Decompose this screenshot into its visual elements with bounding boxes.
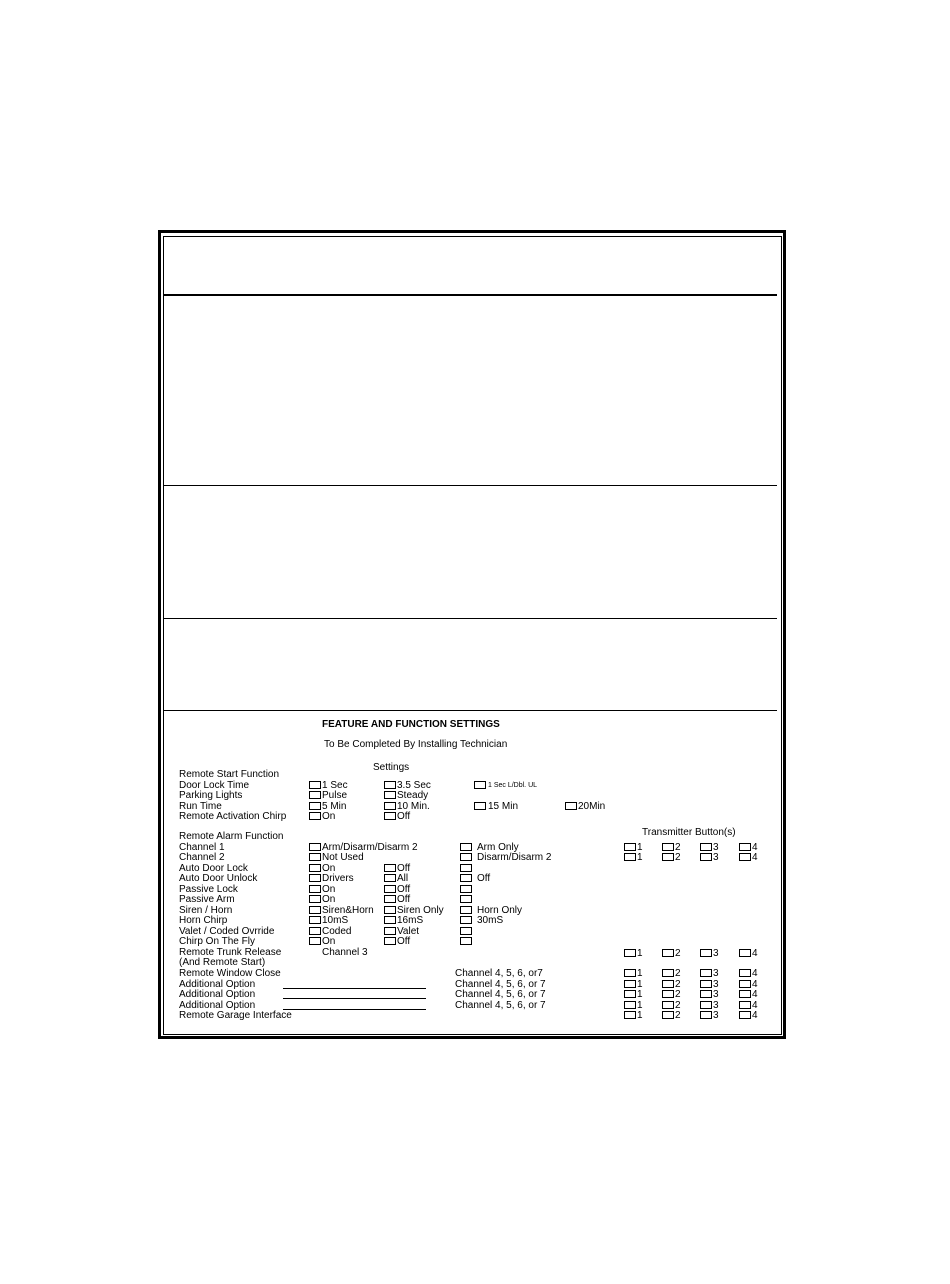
option-hc-2: 16mS <box>397 915 424 926</box>
row-label-valet-coded: Valet / Coded Ovrride <box>179 926 275 937</box>
checkbox-pa-1[interactable] <box>309 895 321 903</box>
row-label-remote-trunk-release: Remote Trunk Release <box>179 947 282 958</box>
tx-add1-label2: 2 <box>675 979 681 990</box>
checkbox-run-4[interactable] <box>565 802 577 810</box>
checkbox-vc-3[interactable] <box>460 927 472 935</box>
checkbox-hc-3[interactable] <box>460 916 472 924</box>
tx-add2-cb4[interactable] <box>739 990 751 998</box>
row-label-chirp-on-the-fly: Chirp On The Fly <box>179 936 255 947</box>
option-adl-1: On <box>322 863 336 874</box>
form-title: FEATURE AND FUNCTION SETTINGS <box>322 719 500 730</box>
checkbox-door-lock-2[interactable] <box>384 781 396 789</box>
form-subtitle: To Be Completed By Installing Technician <box>324 739 508 750</box>
option-pl-1: On <box>322 884 336 895</box>
checkbox-run-1[interactable] <box>309 802 321 810</box>
additional-option-3-line[interactable] <box>283 1009 426 1010</box>
row-label-run-time: Run Time <box>179 801 222 812</box>
row-label-door-lock-time: Door Lock Time <box>179 780 250 791</box>
tx-add1-label1: 1 <box>637 979 643 990</box>
row-label-parking-lights: Parking Lights <box>179 790 243 801</box>
option-ch1-2: Arm Only <box>477 842 519 853</box>
option-adu-2: All <box>397 873 409 884</box>
option-parking-2: Steady <box>397 790 429 801</box>
option-pl-2: Off <box>397 884 411 895</box>
tx-add1-cb2[interactable] <box>662 980 674 988</box>
checkbox-run-3[interactable] <box>474 802 486 810</box>
option-pa-2: Off <box>397 894 411 905</box>
tx-ch2-label2: 2 <box>675 852 681 863</box>
checkbox-parking-2[interactable] <box>384 791 396 799</box>
tx-add2-cb3[interactable] <box>700 990 712 998</box>
tx-window-label4: 4 <box>752 968 758 979</box>
add2-channel-label: Channel 4, 5, 6, or 7 <box>455 989 546 1000</box>
option-adu-3: Off <box>477 873 491 884</box>
checkbox-hc-1[interactable] <box>309 916 321 924</box>
tx-window-cb2[interactable] <box>662 969 674 977</box>
option-hc-3: 30mS <box>477 915 504 926</box>
checkbox-chirp-1[interactable] <box>309 812 321 820</box>
tx-ch2-label1: 1 <box>637 852 643 863</box>
section-divider-4 <box>163 710 777 711</box>
checkbox-pl-1[interactable] <box>309 885 321 893</box>
tx-trunk-cb4[interactable] <box>739 949 751 957</box>
additional-option-2-line[interactable] <box>283 998 426 999</box>
tx-trunk-label4: 4 <box>752 948 758 959</box>
tx-ch2-cb4[interactable] <box>739 853 751 861</box>
row-label-remote-start-function: Remote Start Function <box>179 769 280 780</box>
tx-window-label3: 3 <box>713 968 719 979</box>
option-ch2-1: Not Used <box>322 852 364 863</box>
row-label-additional-option-2: Additional Option <box>179 989 256 1000</box>
checkbox-door-lock-3[interactable] <box>474 781 486 789</box>
tx-ch2-cb3[interactable] <box>700 853 712 861</box>
checkbox-ch2-1[interactable] <box>309 853 321 861</box>
checkbox-cf-1[interactable] <box>309 937 321 945</box>
row-label-auto-door-lock: Auto Door Lock <box>179 863 248 874</box>
tx-add1-cb4[interactable] <box>739 980 751 988</box>
option-ch1-1: Arm/Disarm/Disarm 2 <box>322 842 418 853</box>
option-sh-1: Siren&Horn <box>322 905 374 916</box>
tx-add1-cb3[interactable] <box>700 980 712 988</box>
checkbox-ch1-2[interactable] <box>460 843 472 851</box>
tx-garage-cb3[interactable] <box>700 1011 712 1019</box>
checkbox-sh-1[interactable] <box>309 906 321 914</box>
row-label-additional-option-1: Additional Option <box>179 979 256 990</box>
tx-ch1-label1: 1 <box>637 842 643 853</box>
add1-channel-label: Channel 4, 5, 6, or 7 <box>455 979 546 990</box>
tx-add2-label1: 1 <box>637 989 643 1000</box>
tx-garage-cb2[interactable] <box>662 1011 674 1019</box>
tx-garage-label1: 1 <box>637 1010 643 1021</box>
tx-add3-label1: 1 <box>637 1000 643 1011</box>
tx-window-label2: 2 <box>675 968 681 979</box>
tx-ch1-label4: 4 <box>752 842 758 853</box>
row-label-remote-garage-interface: Remote Garage Interface <box>179 1010 292 1021</box>
tx-trunk-cb1[interactable] <box>624 949 636 957</box>
checkbox-vc-1[interactable] <box>309 927 321 935</box>
option-adu-1: Drivers <box>322 873 354 884</box>
row-label-channel-1: Channel 1 <box>179 842 225 853</box>
tx-window-cb4[interactable] <box>739 969 751 977</box>
tx-ch2-label4: 4 <box>752 852 758 863</box>
checkbox-adl-1[interactable] <box>309 864 321 872</box>
additional-option-1-line[interactable] <box>283 988 426 989</box>
option-door-lock-2: 3.5 Sec <box>397 780 431 791</box>
option-pa-1: On <box>322 894 336 905</box>
checkbox-adu-1[interactable] <box>309 874 321 882</box>
tx-add1-label3: 3 <box>713 979 719 990</box>
tx-add1-label4: 4 <box>752 979 758 990</box>
row-label-auto-door-unlock: Auto Door Unlock <box>179 873 258 884</box>
option-door-lock-3: 1 Sec L/Dbl. UL <box>488 782 538 789</box>
tx-trunk-label2: 2 <box>675 948 681 959</box>
tx-garage-label3: 3 <box>713 1010 719 1021</box>
tx-add2-cb1[interactable] <box>624 990 636 998</box>
checkbox-ch2-2[interactable] <box>460 853 472 861</box>
option-parking-1: Pulse <box>322 790 348 801</box>
checkbox-chirp-2[interactable] <box>384 812 396 820</box>
add3-channel-label: Channel 4, 5, 6, or 7 <box>455 1000 546 1011</box>
checkbox-parking-1[interactable] <box>309 791 321 799</box>
tx-garage-label2: 2 <box>675 1010 681 1021</box>
row-label-horn-chirp: Horn Chirp <box>179 915 228 926</box>
option-sh-3: Horn Only <box>477 905 523 916</box>
tx-add3-cb1[interactable] <box>624 1001 636 1009</box>
tx-add3-label2: 2 <box>675 1000 681 1011</box>
transmitter-heading: Transmitter Button(s) <box>642 827 736 838</box>
tx-garage-cb4[interactable] <box>739 1011 751 1019</box>
row-label-additional-option-3: Additional Option <box>179 1000 256 1011</box>
checkbox-ch1-1[interactable] <box>309 843 321 851</box>
option-sh-2: Siren Only <box>397 905 444 916</box>
tx-ch2-cb1[interactable] <box>624 853 636 861</box>
option-run-2: 10 Min. <box>397 801 430 812</box>
option-vc-2: Valet <box>397 926 420 937</box>
checkbox-adl-3[interactable] <box>460 864 472 872</box>
row-label-siren-horn: Siren / Horn <box>179 905 233 916</box>
option-cf-2: Off <box>397 936 411 947</box>
option-cf-1: On <box>322 936 336 947</box>
checkbox-pa-2[interactable] <box>384 895 396 903</box>
tx-add3-cb3[interactable] <box>700 1001 712 1009</box>
row-label-passive-arm: Passive Arm <box>179 894 235 905</box>
section-divider-3 <box>163 618 777 619</box>
option-chirp-2: Off <box>397 811 411 822</box>
checkbox-door-lock-1[interactable] <box>309 781 321 789</box>
checkbox-pl-3[interactable] <box>460 885 472 893</box>
row-label-remote-activation-chirp: Remote Activation Chirp <box>179 811 287 822</box>
option-ch2-2: Disarm/Disarm 2 <box>477 852 552 863</box>
tx-ch1-cb3[interactable] <box>700 843 712 851</box>
checkbox-adl-2[interactable] <box>384 864 396 872</box>
checkbox-cf-2[interactable] <box>384 937 396 945</box>
checkbox-pa-3[interactable] <box>460 895 472 903</box>
row-label-remote-window-close: Remote Window Close <box>179 968 281 979</box>
tx-trunk-cb2[interactable] <box>662 949 674 957</box>
tx-add3-label4: 4 <box>752 1000 758 1011</box>
option-adl-2: Off <box>397 863 411 874</box>
tx-add3-label3: 3 <box>713 1000 719 1011</box>
tx-garage-label4: 4 <box>752 1010 758 1021</box>
row-label-passive-lock: Passive Lock <box>179 884 238 895</box>
tx-add3-cb4[interactable] <box>739 1001 751 1009</box>
tx-trunk-label1: 1 <box>637 948 643 959</box>
tx-window-cb1[interactable] <box>624 969 636 977</box>
checkbox-sh-2[interactable] <box>384 906 396 914</box>
tx-ch1-cb2[interactable] <box>662 843 674 851</box>
tx-add2-label2: 2 <box>675 989 681 1000</box>
option-run-1: 5 Min <box>322 801 347 812</box>
tx-ch1-cb1[interactable] <box>624 843 636 851</box>
section-divider-1 <box>163 294 777 296</box>
tx-trunk-cb3[interactable] <box>700 949 712 957</box>
tx-window-cb3[interactable] <box>700 969 712 977</box>
tx-ch1-label2: 2 <box>675 842 681 853</box>
option-hc-1: 10mS <box>322 915 349 926</box>
tx-add1-cb1[interactable] <box>624 980 636 988</box>
row-label-channel-2: Channel 2 <box>179 852 225 863</box>
settings-heading: Settings <box>373 762 410 773</box>
checkbox-run-2[interactable] <box>384 802 396 810</box>
checkbox-adu-2[interactable] <box>384 874 396 882</box>
section-divider-2 <box>163 485 777 486</box>
option-run-4: 20Min <box>578 801 606 812</box>
trunk-channel-label: Channel 3 <box>322 947 368 958</box>
option-door-lock-1: 1 Sec <box>322 780 348 791</box>
row-label-remote-alarm-function: Remote Alarm Function <box>179 831 284 842</box>
tx-ch1-label3: 3 <box>713 842 719 853</box>
tx-window-label1: 1 <box>637 968 643 979</box>
inner-frame <box>163 236 782 1035</box>
option-run-3: 15 Min <box>488 801 519 812</box>
tx-add2-cb2[interactable] <box>662 990 674 998</box>
tx-garage-cb1[interactable] <box>624 1011 636 1019</box>
checkbox-cf-3[interactable] <box>460 937 472 945</box>
tx-add3-cb2[interactable] <box>662 1001 674 1009</box>
option-vc-1: Coded <box>322 926 352 937</box>
checkbox-pl-2[interactable] <box>384 885 396 893</box>
checkbox-adu-3[interactable] <box>460 874 472 882</box>
tx-add2-label3: 3 <box>713 989 719 1000</box>
tx-ch2-cb2[interactable] <box>662 853 674 861</box>
checkbox-vc-2[interactable] <box>384 927 396 935</box>
checkbox-hc-2[interactable] <box>384 916 396 924</box>
option-chirp-1: On <box>322 811 336 822</box>
window-channel-label: Channel 4, 5, 6, or7 <box>455 968 543 979</box>
tx-ch1-cb4[interactable] <box>739 843 751 851</box>
tx-ch2-label3: 3 <box>713 852 719 863</box>
tx-add2-label4: 4 <box>752 989 758 1000</box>
tx-trunk-label3: 3 <box>713 948 719 959</box>
checkbox-sh-3[interactable] <box>460 906 472 914</box>
row-label-and-remote-start: (And Remote Start) <box>179 957 266 968</box>
